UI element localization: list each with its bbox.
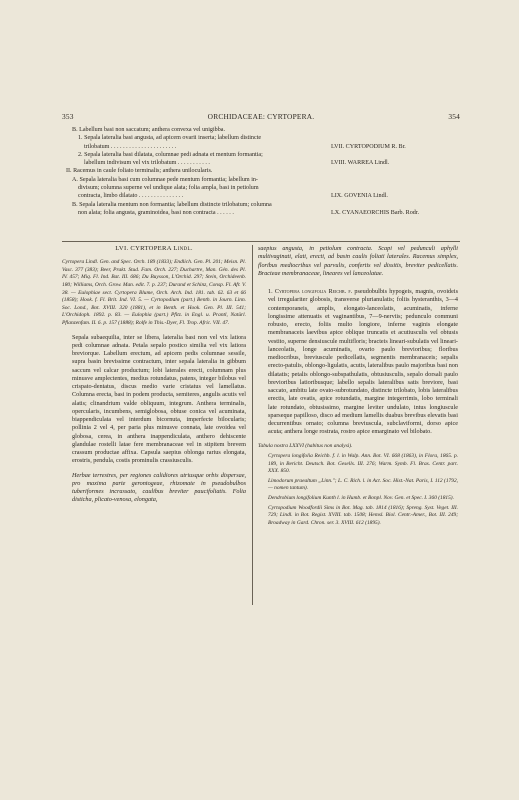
right-column xyxy=(258,245,458,529)
key-row xyxy=(66,184,464,192)
key-text: II. Racemus in caule foliato terminalis; anthera unilocularis. xyxy=(66,168,213,175)
species-description: pseudobulbis hypogeis, magnis, ovoideis vel irregulariter globosis, transverse plurianulatis; foliis hysteranthis, 3—4 contemporaneis, amplis, elongato-lanceolatis, acuminatis, inferne longissime attenuatis et vaginantibus, 7—9-nerviis; pedunculo communi robusto, erecto, foliis multo longiore, inferne vaginis elongate membranaceis laevibus apice oblique truncatis et acutiusculis vel obtusis vestito, superne densiuscule multifloris; bracteis lineari-subulatis vel lineari-lanceolatis, longe acuminatis, ovario paulo brevioribus; floribus mediocribus, breviuscule pedicellatis, segmentis membranaceis; sepalis erecto-patulis, oblongo-ligulatis, acutis, lateralibus paulo majoribus basi non dilatatis; petalis oblongo-subspathulatis, obtusiusculis, sepalo dorsali paulo brevioribus latioribusque; labello sepalis lateralibus satis breviore, basi saccato, ambitu late ovato-subrotundato, distincte trilobato, lobis lateralibus erectis, late ovatis, apice rotundatis, margine integerrimis, lobo terminali late rotundato, obtusissimo, margine leviter undulato, intus longiuscule sparseque papilloso, disco ad medium lamellis duabus brevibus elevatis basi decurrentibus ornato; columna breviuscula, subclaviformi, dorso apice acuta; anthera longe rostrata, rostro apice emarginato vel bilobato. xyxy=(268,288,459,436)
key-text: 2. Sepala lateralia basi dilatata, columnae pedi adnata et mentum formantia; xyxy=(78,151,263,158)
key-text: B. Labellum basi non saccatum; anthera convexa vel unigibba. xyxy=(72,127,225,133)
key-genus-name: LVIII. WARREA Lindl. xyxy=(331,160,390,167)
reference-entry: Cyrtopera longifolia Reichb. f. l. in Walp. Ann. Bot. VI. 668 (1863), in Flora, 1865. p. 189, in Bericht. Deutsch. Bot. Gesells. III. 276; Warm. Symb. Fl. Bras. Centr. part. XXX. 850. xyxy=(268,453,458,475)
key-row xyxy=(66,134,464,142)
page-number-right: 354 xyxy=(448,112,460,121)
species-references xyxy=(258,453,458,527)
key-genus-name: LVII. CYRTOPODIUM R. Br. xyxy=(331,143,406,150)
running-header xyxy=(62,112,460,126)
key-genus-name: LX. CYANAEORCHIS Barb. Rodr. xyxy=(331,209,420,216)
key-text: 1. Sepala lateralia basi angusta, ad apicem ovarii inserta; labellum distincte xyxy=(78,135,262,142)
species-heading: 1. Cyrtopera longifolia Reichb. f. xyxy=(268,288,353,295)
species-entry xyxy=(258,288,458,437)
running-title: ORCHIDACEAE: CYRTOPERA. xyxy=(207,112,315,121)
key-text: labellum indivisum vel vix trilobatum . . . . . . . . . . . xyxy=(84,160,210,167)
key-text: A. Sepala lateralia basi cum columnae pede mentum formantia; labellum in- xyxy=(72,176,258,183)
plate-note: Tabula nostra LXXVI (habitus non analysi). xyxy=(258,442,353,449)
key-row xyxy=(66,192,464,200)
key-text: B. Sepala lateralia mentum non formantia; labellum distincte trilobatum; columna xyxy=(72,201,272,208)
key-row xyxy=(66,201,464,209)
reference-entry: Limodorum praealtum „Linn."; L. C. Rich. l. in Act. Soc. Hist.-Nat. Paris, I. 112 (1792, — nomen tantum). xyxy=(268,477,458,492)
genus-synonymy: Cyrtopera Lindl. Gen. and Spec. Orch. 189 (1833); Endlich. Gen. Pl. 201; Meisn. Pl. Vasc. 377 (383); Beer, Prakt. Stud. Fam. Orch. 227; Duchartre, Man. Gén. des Pl. IV. 457; Miq. Fl. Ind. Bat. III. 686; Du Buysson, L'Orchid. 297; Stein, Orchideenb. 180; Williams, Orch. Grow. Man. edit. 7. p. 237; Durand et Schinz, Consp. Fl. Afr. V. 38. — Eulophiae sect. Cyrtopera Blume, Orch. Arch. Ind. 181. tab. 62. 63 et 66 (1858); Hook. f. Fl. Brit. Ind. VI. 5. — Cyrtopodium (part.) Benth. in Journ. Linn. Soc. Lond., Bot. XVIII. 320 (1881), et in Benth. et Hook. Gen. Pl. III. 541; L'Orchidoph. 1892. p. 83. — Eulophia (part.) Pfitz. in Engl. u. Prantl, Natürl. Pflanzenfam. II. 6. p. 157 (1888); Rolfe in This.-Dyer, Fl. Trop. Afric. VII. 47. xyxy=(62,259,246,326)
genus-description: Sepala subaequilia, inter se libera, lateralia basi non vel vix latiora pedi columnae adnata. Petala sepalo postico similia vel vix latiora breviorque. Labellum erectum, ad apicem pedis columnae sessile, supra basin brevissime contractum, inter sepala lateralia in gibbum saccum vel calcar productum; lobi laterales erecti, columnam plus minusve amplectentes, medius rotundatus, patens, integer bilobus vel crispato-dentatus, discus medio varie cristatus vel lamellatus. Columna erecta, basi in podem producta, semiteres, angulis acutis vel alatis; clinandrium valde obliquum, integrum. Anthera terminalis, opercularis, incumbens, semiglobosa, obtuse conica vel acuminata, biappendiculata vel interdum bicornuta, imperfecte bilocularis; pollinia 2 vel 4, per paria plus minusve connata, late ovoidea vel globosa, cerea, in anthera inappendiculata, anthero dehiscente glandulae rostelli latae fere membranaceae vel in stipitem brevem crassum productae affixa. Capsula saepius oblonga rarius elongata, erostris, pendula, costis prominulis crassiusculis. xyxy=(72,333,246,465)
key-text: trilobatum . . . . . . . . . . . . . . . . . . . . . . xyxy=(84,143,177,150)
key-text: contracta, limbo dilatato . . . . . . . . . . . . . . . xyxy=(78,193,184,200)
genus-heading: LVI. CYRTOPERA Lindl. xyxy=(115,245,193,252)
reference-entry: Dendrobium longifolium Kunth l. in Humb. et Bonpl. Nov. Gen. et Spec. I. 360 (1815). xyxy=(268,495,454,502)
key-genus-name: LIX. GOVENIA Lindl. xyxy=(331,193,388,200)
left-column xyxy=(62,245,246,505)
key-row xyxy=(66,151,464,159)
key-row xyxy=(66,159,464,167)
key-text: non alata; folia angusta, graminoidea, basi non contracta . . . . . . xyxy=(78,209,234,216)
key-row xyxy=(66,126,464,134)
reference-entry: Cyrtopodium Woodfordii Sims in Bot. Mag. tab. 1814 (1816); Spreng. Syst. Veget. III. 729; Lindl. in Bot. Regist. XVIII. tab. 1508; Hemsl. Biol. Centr.-Amer., Bot. III. 249; Broadway in Gard. Chron. ser. 3. XVIII. 612 (1895). xyxy=(268,504,458,526)
page-number-left: 353 xyxy=(62,112,74,121)
key-row xyxy=(66,167,464,175)
section-rule xyxy=(62,241,460,242)
key-row xyxy=(66,209,464,217)
key-text: divisum; columna superne vel undique alata; folia ampla, basi in petiolum xyxy=(78,185,259,192)
genus-habit-continued: saepius angusta, in petiolum contracta. Scapi vel pedunculi aphylli multivaginati, elati, erecti, ad basin caulis foliati laterales. Racemus simplex, floribus mediocribus vel parvulis, confertis vel dissitis, breviter pedicellatis. Bracteae membranaceae, lineares vel lanceolatae. xyxy=(258,245,458,277)
key-row xyxy=(66,143,464,151)
genus-habit: Herbae terrestres, per regiones calidiores utriusque orbis dispersae, pro maxima parte gerontogeae, rhizomate in pseudobulbos tuberiformes incrassato, caulibus breviter paucifoliatis. Folia disticha, plicato-venosa, elongata, xyxy=(72,471,246,504)
column-divider xyxy=(252,245,253,605)
key-row xyxy=(66,176,464,184)
genus-key xyxy=(66,126,464,217)
